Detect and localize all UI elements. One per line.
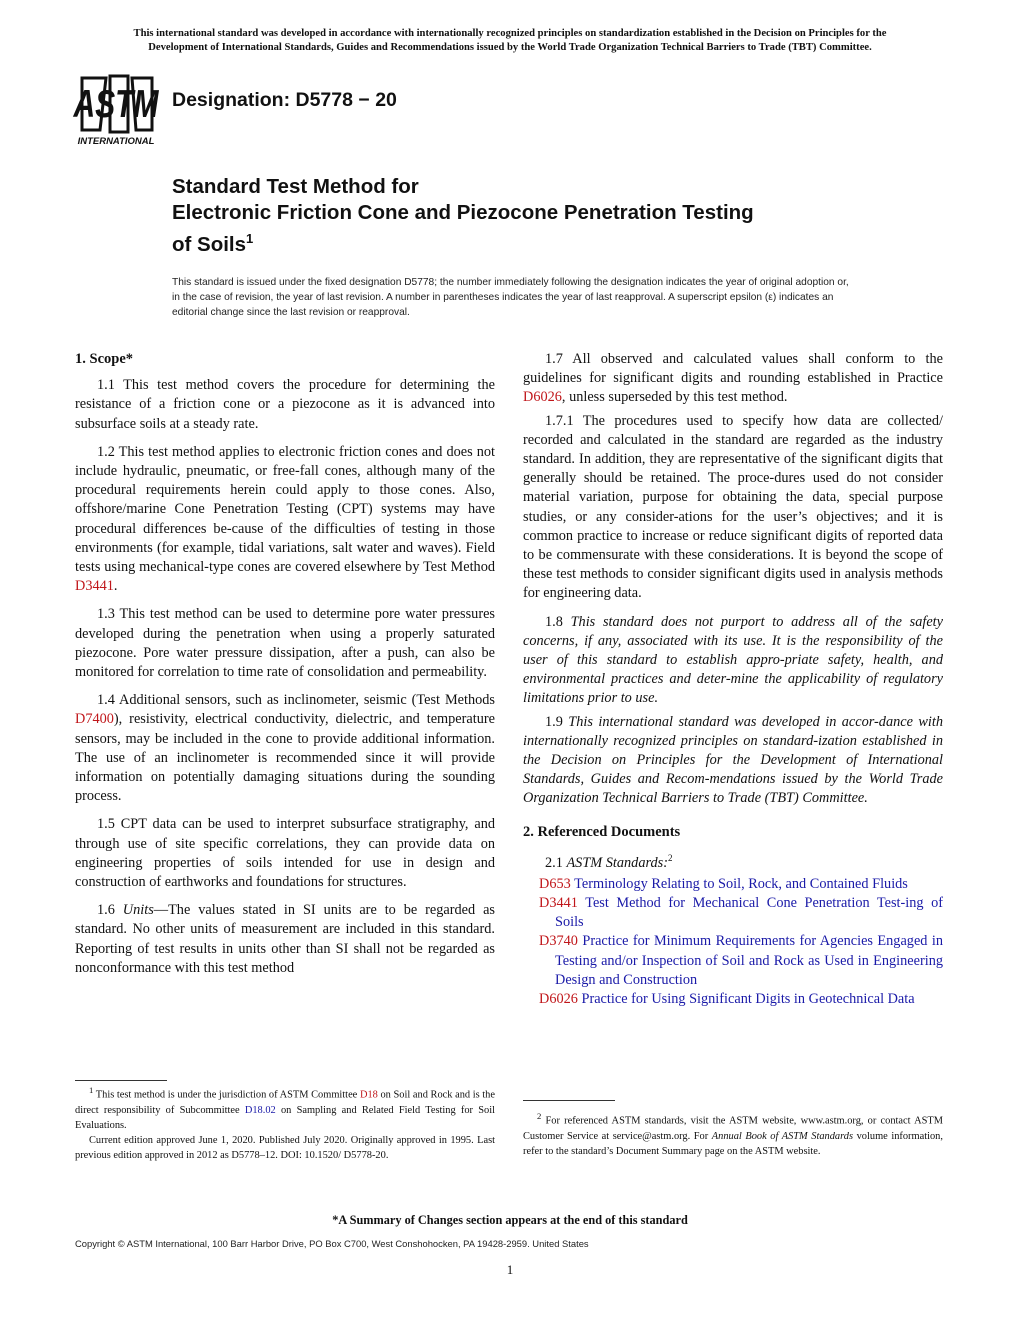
link-d3441[interactable]: D3441	[75, 578, 114, 595]
para-1-6	[75, 901, 495, 978]
footnote-rule	[523, 1100, 615, 1101]
standardization-notice	[70, 27, 950, 54]
title-line-2: Electronic Friction Cone and Piezocone Penetration Testing	[172, 201, 754, 224]
reference-title-link[interactable]: Practice for Using Significant Digits in Geotechnical Data	[581, 991, 915, 1008]
footnote-1-text-1: This test method is under the jurisdiction of ASTM Committee	[93, 1089, 360, 1101]
para-1-7-text: 1.7 All observed and calculated values shall conform to the guidelines for significant digits and rounding established in Practice	[523, 351, 943, 387]
footnote-1-para-1	[75, 1083, 495, 1133]
footnote-2-italic: Annual Book of ASTM Standards	[711, 1130, 854, 1142]
footnote-2-text-2: volume information, refer to the standard’s Document Summary page on the ASTM website.	[523, 1130, 943, 1157]
section-2-heading: 2. Referenced Documents	[523, 823, 681, 840]
reference-code-link[interactable]: D653	[539, 875, 571, 892]
reference-title-link[interactable]: Practice for Minimum Requirements for Agencies Engaged in Testing and/or Inspection of Soil and Rock as Used in Engineering Design and Construction	[555, 933, 944, 988]
para-1-9	[523, 713, 943, 809]
footnote-2-block	[523, 1100, 943, 1159]
footnote-1-text-2: on Soil and Rock and is the direct responsibility of Subcommittee	[75, 1089, 495, 1116]
para-1-2-text: 1.2 This test method applies to electronic friction cones and does not include hydraulic, pneumatic, or free-fall cones, although many of the procedural requirements herein could apply to those cones. Also, offshore/marine Cone Penetration Testing (CPT) systems may have procedural differences be-cause of the difficulties of testing in those environments (for example, tidal variations, salt water and waves). Field tests using mechanical-type cones are covered elsewhere by Test Method	[75, 443, 495, 576]
reference-item	[523, 875, 943, 894]
left-column	[75, 350, 495, 987]
para-2-1-italic: ASTM Standards:	[566, 854, 668, 871]
para-1-8-italic: This standard does not purport to address all of the safety concerns, if any, associated with its use. It is the responsibility of the user of this standard to establish appro-priate safety, health, and environmental practices and deter-mine the applicability of regulatory limitations prior to use.	[523, 613, 943, 707]
reference-code-link[interactable]: D6026	[539, 991, 578, 1008]
footnote-2-text-1: For referenced ASTM standards, visit the ASTM website, www.astm.org, or contact ASTM Customer Service at service@astm.org. For	[523, 1115, 943, 1142]
footnote-rule	[75, 1080, 167, 1081]
footnote-1-block	[75, 1080, 495, 1163]
para-1-6-num: 1.6	[97, 902, 123, 919]
para-1-6-italic: Units	[122, 902, 154, 919]
notice-line-2: Development of International Standards, Guides and Recommendations issued by the World Trade Organization Technical Barriers to Trade (TBT) Committee.	[148, 41, 872, 53]
title-footnote-mark: 1	[246, 231, 254, 246]
para-1-4	[75, 691, 495, 806]
para-1-7-1: 1.7.1 The procedures used to specify how data are collected/ recorded and calculated in the standard are regarded as the industry standard. In addition, they are representative of the significant digits that generally should be retained. The proce-dures used do not consider material variation, purpose for obtaining the data, special purpose studies, or any consider-ations for the user’s objectives; and it is common practice to increase or reduce significant digits of reported data to be commensurate with these considerations. It is beyond the scope of these test methods to consider significant digits used in analysis methods for engineering data.	[523, 412, 943, 602]
footnote-1-para-2: Current edition approved June 1, 2020. Published July 2020. Originally approved in 1995. Last previous edition approved in 2012 as D5778–12. DOI: 10.1520/ D5778-20.	[75, 1135, 495, 1162]
footnote-1	[75, 1083, 495, 1163]
document-title	[172, 174, 872, 258]
title-line-1: Standard Test Method for	[172, 175, 419, 198]
right-column	[523, 350, 943, 1009]
designation: Designation: D5778 − 20	[172, 89, 397, 111]
reference-title-link[interactable]: Test Method for Mechanical Cone Penetration Test-ing of Soils	[555, 895, 943, 931]
para-2-1	[523, 849, 943, 873]
footnote-2	[523, 1109, 943, 1159]
copyright: Copyright © ASTM International, 100 Barr Harbor Drive, PO Box C700, West Conshohocken, PA 19428-2959. United States	[75, 1238, 589, 1249]
reference-code-link[interactable]: D3441	[539, 895, 578, 912]
astm-logo-mark	[70, 70, 162, 148]
link-d18-02[interactable]: D18.02	[244, 1104, 276, 1116]
para-1-8	[523, 613, 943, 709]
para-1-1: 1.1 This test method covers the procedure for determining the resistance of a friction cone or a piezocone as it is advanced into subsurface soils at a steady rate.	[75, 377, 495, 432]
reference-item	[523, 932, 943, 990]
astm-logo	[70, 70, 162, 148]
notice-line-1: This international standard was developed in accordance with internationally recognized principles on standardization established in the Decision on Principles for the	[133, 28, 887, 39]
reference-code-link[interactable]: D3740	[539, 933, 578, 950]
logo-wordmark: INTERNATIONAL	[77, 136, 155, 147]
para-1-4-end: ), resistivity, electrical conductivity, dielectric, and temperature sensors, may be included in the cone to provide additional information. The use of an inclinometer is recommended since it will provide information on potentially damaging situations during the sounding process.	[75, 711, 495, 805]
para-2-1-sup: 2	[668, 852, 673, 863]
para-1-2	[75, 443, 495, 597]
summary-of-changes-note: *A Summary of Changes section appears at the end of this standard	[332, 1213, 688, 1227]
footnote-1-mark: 1	[89, 1085, 94, 1095]
para-2-1-num: 2.1	[545, 854, 567, 871]
reference-title-link[interactable]: Terminology Relating to Soil, Rock, and Contained Fluids	[574, 875, 908, 892]
para-1-9-num: 1.9	[545, 713, 569, 730]
para-1-9-italic: This international standard was developed in accor-dance with internationally recognized principles on standard-ization established in the Decision on Principles for the Development of International Standards, Guides and Recom-mendations issued by the World Trade Organization Technical Barriers to Trade (TBT) Committee.	[523, 713, 943, 807]
para-1-8-num: 1.8	[545, 613, 571, 630]
para-1-4-text: 1.4 Additional sensors, such as inclinometer, seismic (Test Methods	[97, 692, 495, 709]
page-number: 1	[506, 1262, 514, 1277]
para-1-6-text: —The values stated in SI units are to be regarded as standard. No other units of measurement are included in this standard. Reporting of test results in units other than SI shall not be regarded as nonconformance with this test method	[75, 902, 495, 976]
para-1-3: 1.3 This test method can be used to determine pore water pressures developed during the penetration when using a properly saturated piezocone. Pore water pressure dissipation, after a push, can also be monitored for correlation to time rate of consolidation and permeability.	[75, 606, 495, 681]
title-line-3	[172, 226, 872, 258]
footnote-2-mark: 2	[537, 1111, 542, 1121]
para-1-2-end: .	[113, 578, 118, 595]
reference-item	[523, 894, 943, 932]
title-line-3-text: of Soils	[172, 232, 247, 256]
link-d6026[interactable]: D6026	[523, 389, 562, 406]
para-1-7-end: , unless superseded by this test method.	[561, 389, 788, 406]
reference-item	[523, 990, 943, 1009]
link-d7400[interactable]: D7400	[75, 711, 114, 728]
logo-mark-text: ASTM	[73, 83, 159, 126]
section-1-heading: 1. Scope*	[75, 351, 133, 367]
issued-note: This standard is issued under the fixed designation D5778; the number immediately following the designation indicates the year of original adoption or, in the case of revision, the year of last revision. A number in parentheses indicates the year of last reapproval. A superscript epsilon (ε) indicates an editorial change since the last revision or reapproval.	[172, 277, 849, 318]
link-d18[interactable]: D18	[359, 1089, 378, 1101]
footnote-1-text-3: on Sampling and Related Field Testing for Soil Evaluations.	[75, 1104, 495, 1131]
para-1-7	[523, 350, 943, 408]
para-1-5: 1.5 CPT data can be used to interpret subsurface stratigraphy, and through use of site specific correlations, they can provide data on engineering properties of soils intended for use in design and construction of earthworks and foundations for structures.	[75, 816, 495, 891]
footnote-2-para	[523, 1109, 943, 1159]
